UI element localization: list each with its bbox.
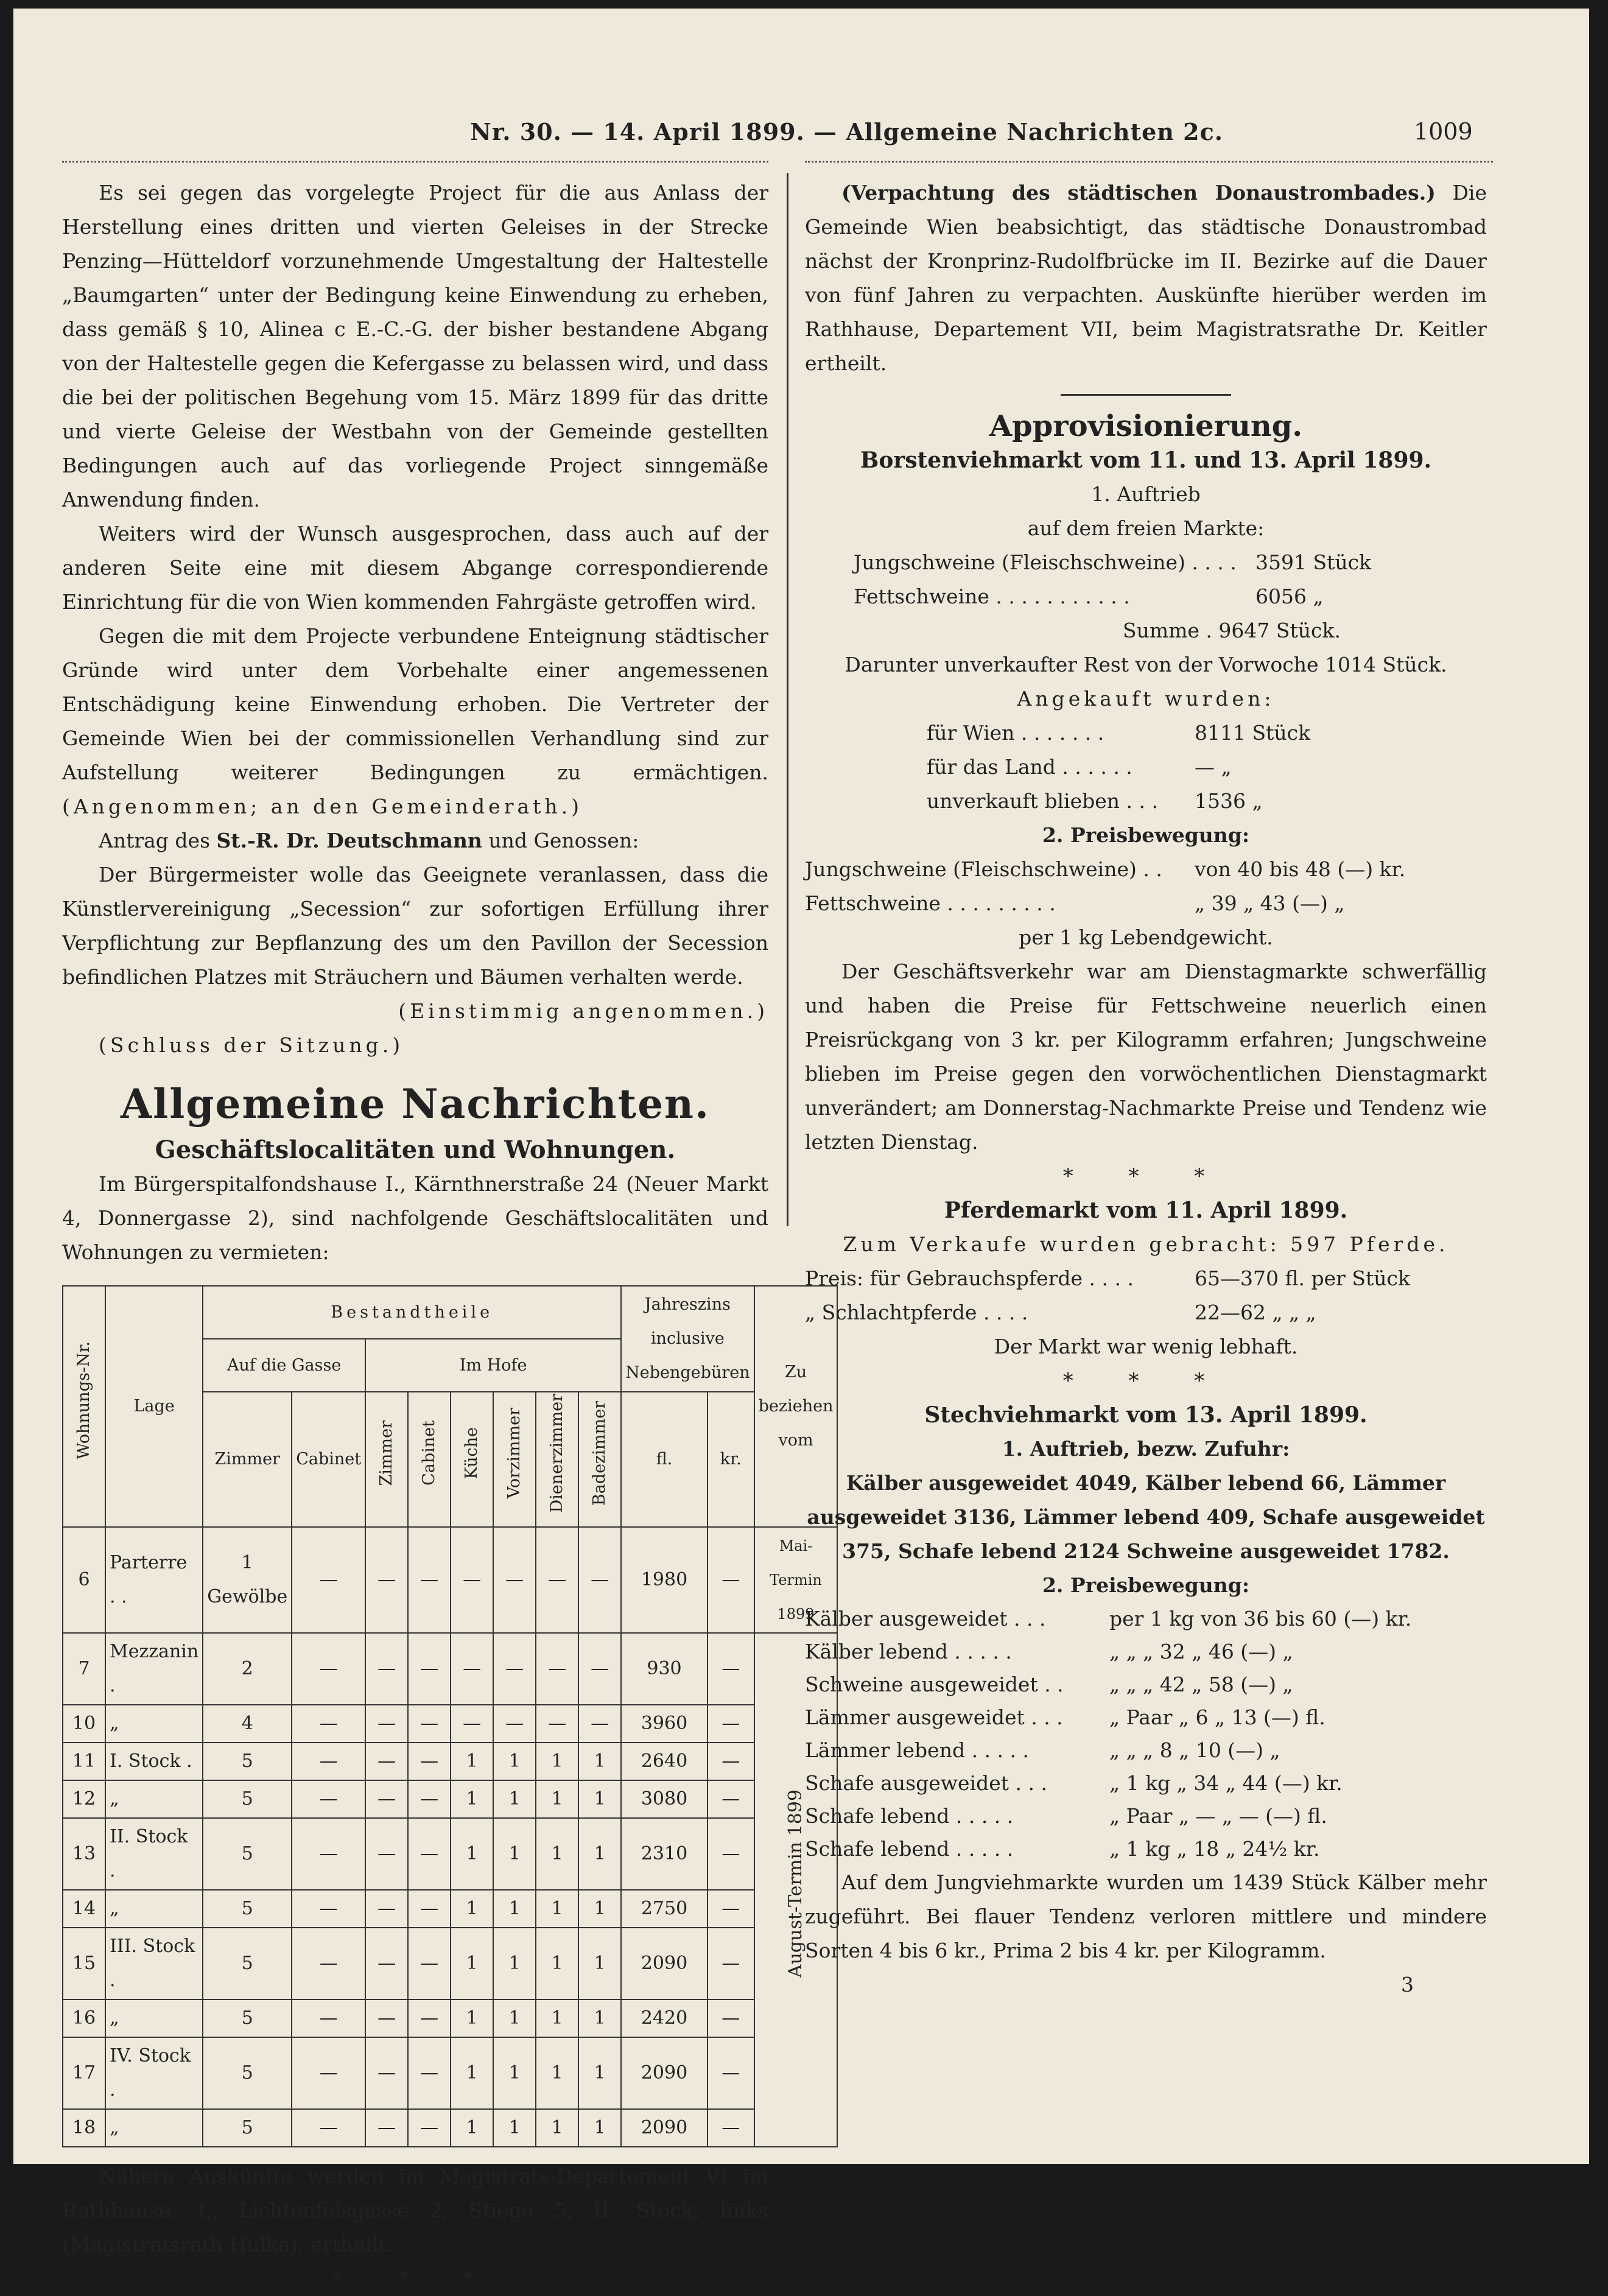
table-cell: — [493,1705,536,1743]
table-row [63,1928,837,1999]
list-item-label: Jungschweine (Fleischschweine) . . . . [854,550,1237,574]
table-cell: „ [105,1999,203,2037]
table-cell: 1 [493,1743,536,1780]
table-cell: 2090 [621,1928,707,1999]
table-cell: 1 [578,1928,621,1999]
term-august-text: August-Termin 1899 [785,1789,807,1978]
col-header-nr: Wohnungs-Nr. [63,1286,105,1527]
header-rule-left [62,161,768,169]
table-cell: 1 [493,1780,536,1818]
table-cell: — [707,1928,754,1999]
approv-title: Approvisionierung. [989,409,1303,443]
table-cell: 3960 [621,1705,707,1743]
table-cell: 1 [451,2037,493,2109]
table-cell: 1 [536,2109,578,2147]
list-item [805,1635,1487,1668]
table-cell: I. Stock . [105,1743,203,1780]
table-cell: 1 [578,1890,621,1928]
table-cell: — [408,1928,451,1999]
list-item [927,716,1487,750]
table-cell: „ [105,2109,203,2147]
motion-author: St.-R. Dr. Deutschmann [216,829,482,852]
right-column [805,176,1487,2002]
list-item-value: „ Paar „ — „ — (—) fl. [1109,1804,1327,1828]
table-cell: 12 [63,1780,105,1818]
left-paragraph-4: Der Bürgermeister wolle das Geeignete veranlassen, dass die Künstlervereinigung „Secession“ zur sofortigen Erfüllung ihrer Verpflichtung zur Bepflanzung des um den Pavillon der Secession befindlichen Platzes mit Sträuchern und Bäumen verhalten werde. [62,863,768,989]
borsten-per-kg: per 1 kg Lebendgewicht. [1019,925,1273,949]
list-item [854,546,1487,580]
table-cell: — [365,1743,408,1780]
table-cell: — [292,1705,365,1743]
table-cell: 1 [493,2109,536,2147]
rental-table [62,1285,838,2147]
list-item-value: „ „ „ 42 „ 58 (—) „ [1109,1673,1293,1696]
table-cell: Parterre . . [105,1527,203,1633]
left-paragraph-1: Es sei gegen das vorgelegte Project für die aus Anlass der Herstellung eines dritten und vierten Geleises in der Strecke Penzing—Hütteldorf vorzunehmende Umgestaltung der Haltestelle „Baumgarten“ unter der Bedingung keine Einwendung zu erheben, dass gemäß § 10, Alinea c E.-C.-G. der bisher bestandene Abgang von der Haltestelle gegen die Kefergasse zu belassen wird, und dass die bei der politischen Begehung vom 15. März 1899 für das dritte und vierte Geleise der Westbahn von der Gemeinde gestellten Bedingungen auch auf das vorliegende Project sinngemäße Anwendung finden. [62,181,768,511]
table-cell: 1 Gewölbe [203,1527,292,1633]
unanimous-note: (Einstimmig angenommen.) [398,999,768,1023]
list-item-label: Fettschweine . . . . . . . . . [805,891,1056,915]
table-cell: — [292,1818,365,1890]
col-header-hof-dienerzimmer: Dienerzimmer [536,1392,578,1527]
table-cell: — [451,1527,493,1633]
list-item [805,1701,1487,1734]
table-cell: — [707,2037,754,2109]
table-cell: 2750 [621,1890,707,1928]
table-cell: — [365,1999,408,2037]
col-header-bestand: Bestandtheile [203,1286,621,1339]
table-cell: — [707,2109,754,2147]
table-cell: — [292,1890,365,1928]
list-item-value: „ 39 „ 43 (—) „ [1195,891,1345,915]
column-divider [787,173,788,1226]
newspaper-page [13,9,1589,2291]
list-item-value: „ 1 kg „ 34 „ 44 (—) kr. [1109,1771,1343,1795]
borsten-price-heading: 2. Preisbewegung: [1042,823,1250,847]
table-cell: 3080 [621,1780,707,1818]
table-cell: 1 [451,1780,493,1818]
list-item-label: Schafe lebend . . . . . [805,1804,1014,1828]
list-item-value: per 1 kg von 36 bis 60 (—) kr. [1109,1607,1412,1631]
table-cell: — [408,1999,451,2037]
col-header-hof-kueche: Küche [451,1392,493,1527]
list-item-label: Kälber ausgeweidet . . . [805,1607,1046,1631]
motion-line: Antrag des St.-R. Dr. Deutschmann und Genossen: [99,829,639,852]
table-cell: 10 [63,1705,105,1743]
table-row [63,2037,837,2109]
table-cell: 18 [63,2109,105,2147]
table-cell: — [707,1999,754,2037]
stech-title: Stechviehmarkt vom 13. April 1899. [924,1402,1368,1428]
table-cell: — [451,1633,493,1705]
col-header-bezug: Zu beziehen vom [754,1286,838,1527]
table-cell: — [536,1633,578,1705]
list-item-value: — „ [1195,755,1232,779]
list-item-label: für das Land . . . . . . [927,755,1132,779]
table-cell: — [408,1633,451,1705]
borsten-free-market: auf dem freien Markte: [1027,516,1265,540]
table-cell: 1 [536,1780,578,1818]
table-cell: — [408,1780,451,1818]
table-cell: 1 [493,1999,536,2037]
table-cell: — [707,1705,754,1743]
list-item [805,886,1487,921]
table-cell: — [707,1780,754,1818]
table-cell: — [365,1890,408,1928]
table-cell: 1 [536,1890,578,1928]
session-close: (Schluss der Sitzung.) [99,1033,404,1057]
list-item [927,784,1487,818]
list-item [805,1800,1487,1833]
borsten-bought-heading: Angekauft wurden: [1017,687,1275,711]
stech-price-heading: 2. Preisbewegung: [1042,1573,1250,1597]
signature-mark: 3 [1401,1973,1414,1996]
table-cell: — [365,2037,408,2109]
table-cell: — [365,1818,408,1890]
list-item-value: 8111 Stück [1195,721,1311,745]
list-item [805,1833,1487,1866]
list-item [805,1262,1487,1296]
table-cell: 5 [203,1818,292,1890]
col-header-cabinet: Cabinet [292,1392,365,1527]
table-cell: — [536,1527,578,1633]
table-cell: 1 [451,1818,493,1890]
header-rule-right [805,161,1493,169]
table-cell: 16 [63,1999,105,2037]
table-cell: 1 [578,2037,621,2109]
stech-text: Auf dem Jungviehmarkte wurden um 1439 Stück Kälber mehr zugeführt. Bei flauer Tendenz verloren mittlere und mindere Sorten 4 bis 6 kr., Prima 2 bis 4 kr. per Kilogramm. [805,1870,1487,1962]
stech-supply: Kälber ausgeweidet 4049, Kälber lebend 66, Lämmer ausgeweidet 3136, Lämmer lebend 409, Schafe ausgeweidet 375, Schafe lebend 2124 Schweine ausgeweidet 1782. [807,1471,1485,1563]
list-item-value: 65—370 fl. per Stück [1195,1266,1410,1290]
table-cell: 13 [63,1818,105,1890]
col-header-zimmer: Zimmer [203,1392,292,1527]
left-paragraph-2: Weiters wird der Wunsch ausgesprochen, dass auch auf der anderen Seite eine mit diesem Abgange correspondierende Einrichtung für die von Wien kommenden Fahrgäste getroffen wird. [62,522,768,614]
table-cell: 2090 [621,2037,707,2109]
table-cell: — [707,1633,754,1705]
list-item-value: „ 1 kg „ 18 „ 24½ kr. [1109,1837,1320,1861]
table-cell: — [707,1818,754,1890]
table-cell: 1 [451,1928,493,1999]
table-cell: 15 [63,1928,105,1999]
borsten-sum: Summe . 9647 Stück. [1122,619,1341,642]
list-item-label: Schafe lebend . . . . . [805,1837,1014,1861]
table-cell: 2640 [621,1743,707,1780]
list-item [805,852,1487,886]
table-cell: 2310 [621,1818,707,1890]
list-item [805,1296,1487,1330]
pferde-note: Der Markt war wenig lebhaft. [994,1335,1298,1358]
table-cell: 7 [63,1633,105,1705]
table-cell: — [408,1743,451,1780]
left-stars: * * * [332,2266,499,2291]
table-row [63,1780,837,1818]
table-cell: — [408,1890,451,1928]
table-cell: 5 [203,1743,292,1780]
table-cell: 1 [536,2037,578,2109]
list-item-value: 6056 „ [1255,585,1324,608]
col-header-hofe: Im Hofe [365,1339,621,1392]
table-row [63,1743,837,1780]
table-cell: 5 [203,2037,292,2109]
table-cell: 2090 [621,2109,707,2147]
table-cell: — [365,1780,408,1818]
list-item-value: 3591 Stück [1255,550,1372,574]
col-header-hof-cabinet: Cabinet [408,1392,451,1527]
table-cell: — [365,1527,408,1633]
rental-rows [63,1527,837,2147]
table-cell: „ [105,1780,203,1818]
term-may: Mai-Termin 1899 [754,1527,838,1633]
pferde-prices [805,1262,1487,1330]
table-cell: — [578,1633,621,1705]
resolution-note: (Angenommen; an den Gemeinderath.) [62,795,583,818]
table-cell: — [536,1705,578,1743]
table-cell: — [292,2037,365,2109]
table-cell: — [292,1999,365,2037]
table-row [63,1527,837,1633]
list-item-value: von 40 bis 48 (—) kr. [1195,857,1406,881]
table-cell: — [292,1527,365,1633]
table-cell: — [493,1633,536,1705]
table-row [63,1818,837,1890]
pferde-title: Pferdemarkt vom 11. April 1899. [944,1198,1348,1223]
table-cell: 1 [578,1818,621,1890]
table-cell: 1 [578,1743,621,1780]
borsten-auftrieb: 1. Auftrieb [1091,482,1201,506]
list-item [927,750,1487,784]
table-cell: — [451,1705,493,1743]
header-citation: Nr. 30. — 14. April 1899. — Allgemeine Nachrichten 2c. [470,118,1223,146]
table-cell: 1 [578,1999,621,2037]
right-paragraph-1: (Verpachtung des städtischen Donaustrombades.) Die Gemeinde Wien beabsichtigt, das städtische Donaustrombad nächst der Kronprinz-Rudolfbrücke im II. Bezirke auf die Dauer von fünf Jahren zu verpachten. Auskünfte hierüber werden im Rathhause, Departement VII, beim Magistratsrathe Dr. Keitler ertheilt. [805,181,1487,375]
table-cell: — [365,1633,408,1705]
rental-outro: Nähere Auskünfte werden im Magistrats-Departement VI im Rathhause, I., Lichtenfelsgasse 2, Stiege 5, II. Stock, links (Magistratsrath Hulka), ertheilt. [62,2164,768,2256]
table-cell: 5 [203,1890,292,1928]
rental-intro: Im Bürgerspitalfondshause I., Kärnthnerstraße 24 (Neuer Markt 4, Donnergasse 2), sind nachfolgende Geschäftslocalitäten und Wohnungen zu vermieten: [62,1172,768,1264]
table-cell: 1 [493,2037,536,2109]
pferde-offered: Zum Verkaufe wurden gebracht: 597 Pferde. [843,1232,1449,1256]
borsten-bought [805,716,1487,818]
col-header-gasse: Auf die Gasse [203,1339,365,1392]
table-cell: III. Stock . [105,1928,203,1999]
table-cell: — [408,1705,451,1743]
table-row [63,2109,837,2147]
table-cell: — [292,2109,365,2147]
list-item-label: unverkauft blieben . . . [927,789,1158,813]
separator-rule [1061,394,1231,396]
table-cell: 1 [536,1999,578,2037]
table-cell: 1 [536,1818,578,1890]
table-cell: — [707,1527,754,1633]
table-cell: 17 [63,2037,105,2109]
list-item-value: „ „ „ 32 „ 46 (—) „ [1109,1640,1293,1663]
list-item-value: 1536 „ [1195,789,1263,813]
table-cell: 1980 [621,1527,707,1633]
list-item-label: Jungschweine (Fleischschweine) . . [805,857,1162,881]
table-row [63,1890,837,1928]
list-item-value: 22—62 „ „ „ [1195,1301,1316,1324]
table-cell: 1 [451,1743,493,1780]
col-header-lage: Lage [105,1286,203,1527]
table-cell: 14 [63,1890,105,1928]
table-cell: — [408,2037,451,2109]
table-cell: — [292,1633,365,1705]
list-item [805,1668,1487,1701]
table-cell: — [578,1527,621,1633]
table-cell: 1 [451,2109,493,2147]
stech-prices [805,1603,1487,1866]
list-item-label: Kälber lebend . . . . . [805,1640,1012,1663]
list-item-label: Lämmer ausgeweidet . . . [805,1705,1063,1729]
borsten-prices [805,852,1487,921]
table-cell: — [365,2109,408,2147]
table-cell: — [292,1780,365,1818]
table-cell: — [408,1527,451,1633]
table-row [63,1999,837,2037]
borsten-counts [805,546,1487,614]
table-cell: 11 [63,1743,105,1780]
table-cell: — [408,2109,451,2147]
table-cell: — [365,1928,408,1999]
col-header-hof-badezimmer: Badezimmer [578,1392,621,1527]
table-cell: 1 [451,1999,493,2037]
col-header-fl: fl. [621,1392,707,1527]
table-cell: 1 [493,1890,536,1928]
table-cell: 5 [203,1928,292,1999]
borsten-rest: Darunter unverkaufter Rest von der Vorwoche 1014 Stück. [844,653,1447,676]
table-cell: — [707,1743,754,1780]
table-row [63,1633,837,1705]
table-cell: 1 [451,1890,493,1928]
list-item-label: Fettschweine . . . . . . . . . . . [854,585,1130,608]
list-item-value: „ „ „ 8 „ 10 (—) „ [1109,1738,1280,1762]
table-cell: 5 [203,2109,292,2147]
list-item-value: „ Paar „ 6 „ 13 (—) fl. [1109,1705,1325,1729]
left-column [62,176,834,2296]
stech-auftrieb: 1. Auftrieb, bezw. Zufuhr: [1002,1437,1290,1461]
list-item [805,1603,1487,1635]
table-cell: „ [105,1890,203,1928]
table-cell: 4 [203,1705,292,1743]
table-cell: „ [105,1705,203,1743]
table-cell: IV. Stock . [105,2037,203,2109]
list-item-label: „ Schlachtpferde . . . . [805,1301,1028,1324]
col-header-hof-zimmer: Zimmer [365,1392,408,1527]
table-cell: Mezzanin . [105,1633,203,1705]
sub-title: Geschäftslocalitäten und Wohnungen. [155,1136,676,1164]
list-item [805,1734,1487,1767]
borsten-title: Borstenviehmarkt vom 11. und 13. April 1899. [860,448,1432,473]
table-cell: 2420 [621,1999,707,2037]
table-row [63,1705,837,1743]
list-item [805,1767,1487,1800]
table-cell: — [365,1705,408,1743]
right-stars-2: * * * [1062,1369,1229,1393]
col-header-zins: Jahreszins inclusive Nebengebüren [621,1286,754,1392]
table-cell: 6 [63,1527,105,1633]
table-cell: 930 [621,1633,707,1705]
table-cell: 1 [536,1743,578,1780]
table-cell: 2 [203,1633,292,1705]
table-cell: — [292,1743,365,1780]
list-item-label: Schweine ausgeweidet . . [805,1673,1064,1696]
list-item-label: Preis: für Gebrauchspferde . . . . [805,1266,1134,1290]
table-cell: — [707,1890,754,1928]
list-item [854,580,1487,614]
table-cell: 1 [493,1928,536,1999]
borsten-text: Der Geschäftsverkehr war am Dienstagmarkte schwerfällig und haben die Preise für Fettschweine neuerlich einen Preisrückgang von 3 kr. per Kilogramm erfahren; Jungschweine blieben im Preise gegen den vorwöchentlichen Dienstagmarkt unverändert; am Donnerstag-Nachmarkte Preise und Tendenz wie letzten Dienstag. [805,960,1487,1154]
list-item-label: für Wien . . . . . . . [927,721,1104,745]
list-item-label: Schafe ausgeweidet . . . [805,1771,1047,1795]
table-cell: — [408,1818,451,1890]
page-header [13,115,1589,152]
section-title: Allgemeine Nachrichten. [120,1080,711,1128]
table-cell: 5 [203,1780,292,1818]
table-cell: 1 [578,1780,621,1818]
table-cell: — [292,1928,365,1999]
col-header-kr: kr. [707,1392,754,1527]
table-cell: — [578,1705,621,1743]
table-cell: 1 [578,2109,621,2147]
table-cell: 1 [536,1928,578,1999]
table-cell: — [493,1527,536,1633]
table-cell: II. Stock . [105,1818,203,1890]
left-paragraph-3: Gegen die mit dem Projecte verbundene Enteignung städtischer Gründe wird unter dem Vorbehalte einer angemessenen Entschädigung keine Einwendung erhoben. Die Vertreter der Gemeinde Wien bei der commissionellen Verhandlung sind zur Aufstellung weiterer Bedingungen zu ermächtigen. (Angenommen; an den Gemeinderath.) [62,624,768,818]
table-cell: 5 [203,1999,292,2037]
right-stars-1: * * * [1062,1164,1229,1188]
table-cell: 1 [493,1818,536,1890]
list-item-label: Lämmer lebend . . . . . [805,1738,1029,1762]
col-header-hof-vorzimmer: Vorzimmer [493,1392,536,1527]
page-number: 1009 [1414,118,1473,145]
